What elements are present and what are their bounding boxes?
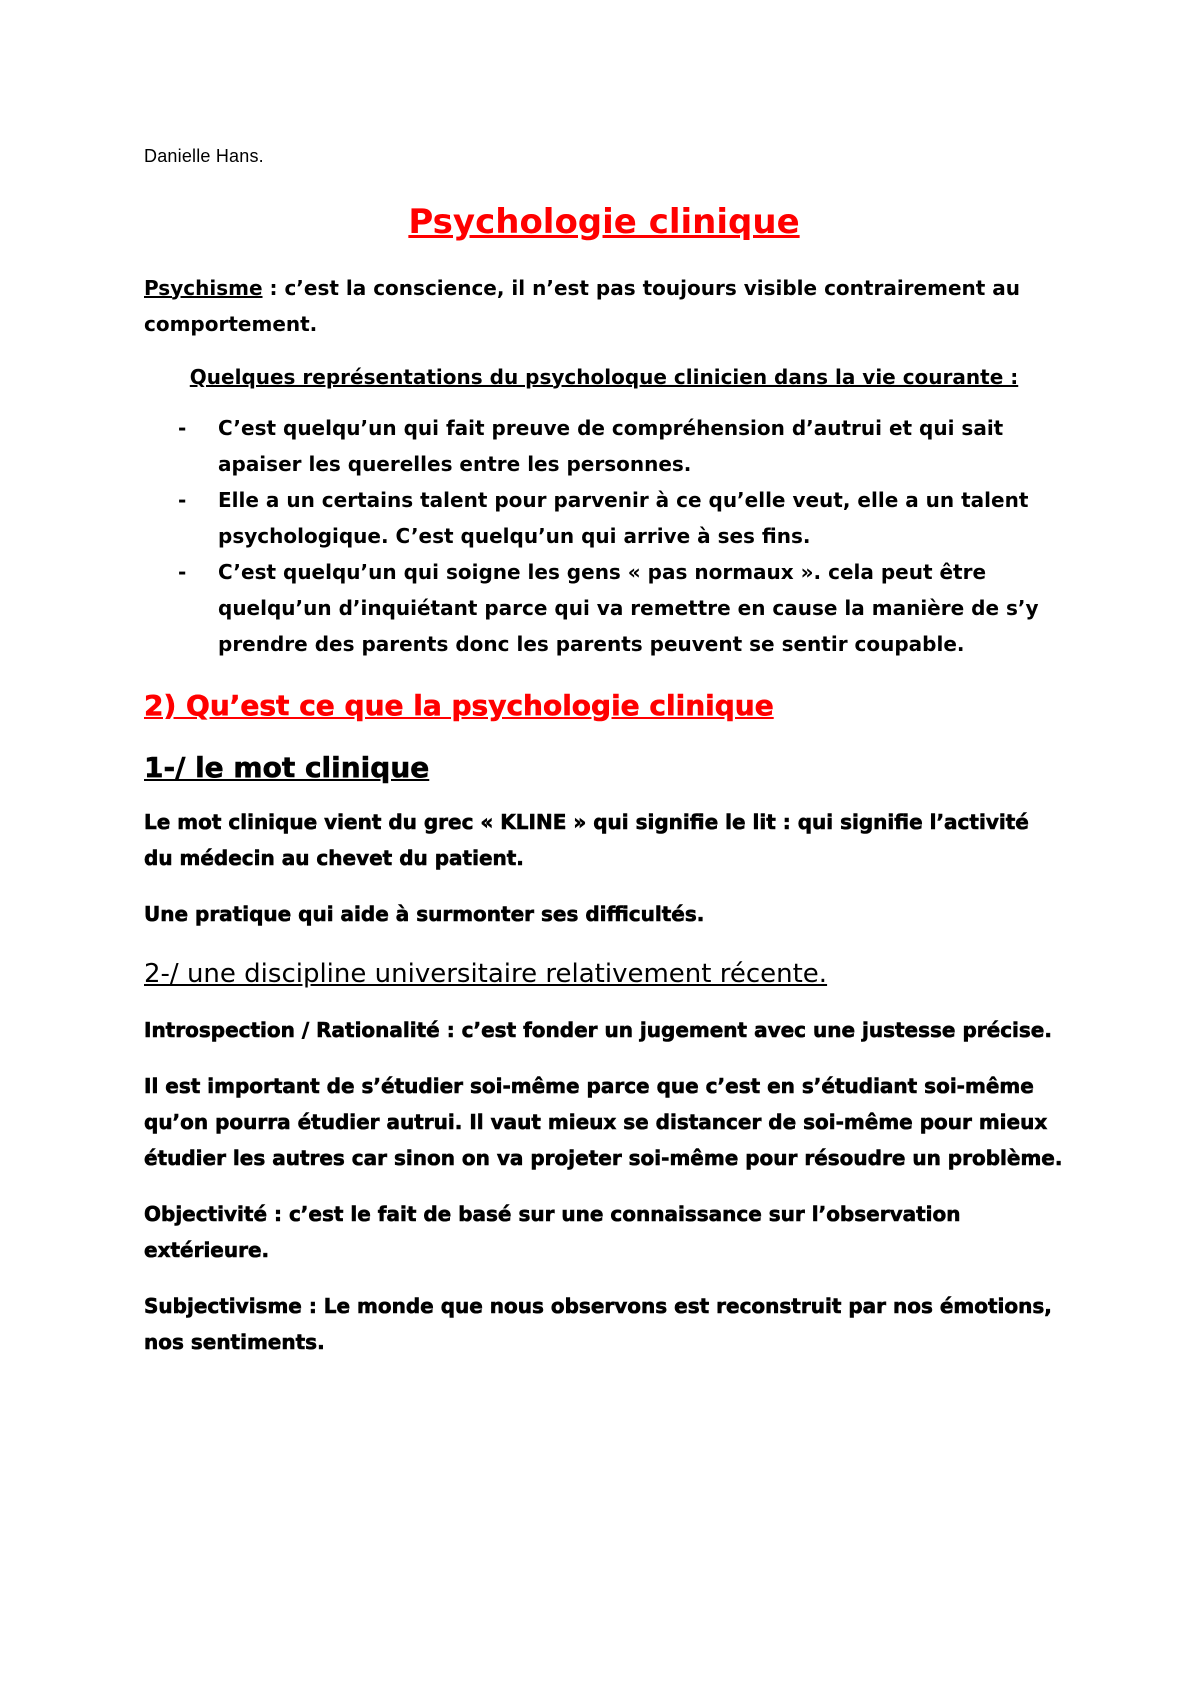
psychisme-text: : c’est la conscience, il n’est pas toujours visible contrairement au comportement.	[144, 275, 1021, 336]
subsection-1-heading: 1-/ le mot clinique	[144, 750, 430, 784]
paragraph: Subjectivisme : Le monde que nous observons est reconstruit par nos émotions, nos sentiments.	[144, 1293, 1052, 1354]
psychisme-definition	[144, 270, 1064, 342]
list-item: - C’est quelqu’un qui fait preuve de compréhension d’autrui et qui sait apaiser les querelles entre les personnes.	[144, 410, 1064, 482]
paragraph: Il est important de s’étudier soi-même parce que c’est en s’étudiant soi-même qu’on pourra étudier autrui. Il vaut mieux se distancer de soi-même pour mieux étudier les autres car sinon on va projeter soi-même pour résoudre un problème.	[144, 1073, 1063, 1170]
list-item: - C’est quelqu’un qui soigne les gens « pas normaux ». cela peut être quelqu’un d’inquiétant parce qui va remettre en cause la manière de s’y prendre des parents donc les parents peuvent se sentir coupable.	[144, 554, 1064, 662]
paragraph: Introspection / Rationalité : c’est fonder un jugement avec une justesse précise.	[144, 1017, 1052, 1042]
psychisme-term: Psychisme	[144, 275, 263, 300]
document-title: Psychologie clinique	[408, 202, 800, 242]
representations-heading: Quelques représentations du psycholoque clinicien dans la vie courante :	[189, 364, 1019, 389]
representations-list	[144, 410, 1064, 662]
paragraph: Une pratique qui aide à surmonter ses difficultés.	[144, 901, 705, 926]
section-2-heading: 2) Qu’est ce que la psychologie clinique	[144, 688, 774, 722]
paragraph: Objectivité : c’est le fait de basé sur une connaissance sur l’observation extérieure.	[144, 1201, 961, 1262]
document-body	[144, 146, 1064, 1380]
author-name: Danielle Hans.	[144, 146, 264, 166]
list-item: - Elle a un certains talent pour parvenir à ce qu’elle veut, elle a un talent psychologique. C’est quelqu’un qui arrive à ses fins.	[144, 482, 1064, 554]
paragraph: Le mot clinique vient du grec « KLINE » qui signifie le lit : qui signifie l’activité du médecin au chevet du patient.	[144, 809, 1029, 870]
subsection-2-heading: 2-/ une discipline universitaire relativement récente.	[144, 958, 828, 989]
